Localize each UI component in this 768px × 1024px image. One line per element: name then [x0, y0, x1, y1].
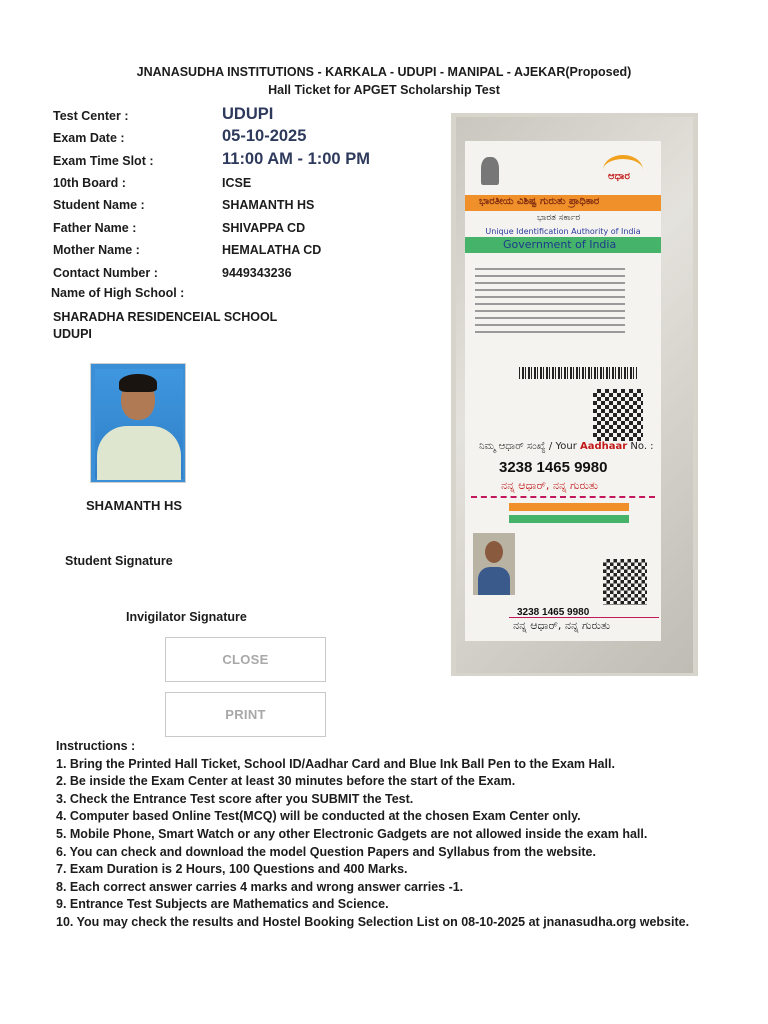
- field-label: Father Name :: [53, 221, 137, 235]
- small-orange-band: [509, 503, 629, 511]
- qr-code-icon: [593, 389, 643, 441]
- instructions: [56, 738, 716, 932]
- field-label: Student Name :: [53, 198, 145, 212]
- field-label: Exam Date :: [53, 131, 125, 145]
- national-emblem-icon: [481, 157, 499, 185]
- instruction-item: 10. You may check the results and Hostel Booking Selection List on 08-10-2025 at jnanasudha.org website.: [56, 914, 690, 929]
- aadhaar-number-small: 3238 1465 9980: [517, 607, 590, 618]
- field-mother-name: [53, 238, 453, 260]
- govt-kannada: ಭಾರತ ಸರ್ಕಾರ: [537, 213, 581, 223]
- field-test-center: [53, 104, 453, 126]
- hall-ticket-header: [0, 64, 768, 99]
- aadhaar-number: 3238 1465 9980: [499, 459, 608, 476]
- institution-title: JNANASUDHA INSTITUTIONS - KARKALA - UDUPI - MANIPAL - AJEKAR(Proposed): [136, 65, 632, 79]
- aadhaar-card: [465, 141, 661, 641]
- qr-code-small-icon: [603, 559, 647, 605]
- instruction-item: 2. Be inside the Exam Center at least 30 minutes before the start of the Exam.: [56, 774, 516, 789]
- instruction-item: 8. Each correct answer carries 4 marks and wrong answer carries -1.: [56, 879, 464, 894]
- student-signature-label: Student Signature: [65, 554, 173, 568]
- orange-band: [465, 195, 661, 211]
- field-value: 05-10-2025: [222, 127, 307, 145]
- field-exam-time-slot: [53, 149, 453, 171]
- aadhaar-tagline: ನನ್ನ ಆಧಾರ್, ನನ್ನ ಗುರುತು: [501, 479, 599, 492]
- instruction-item: 3. Check the Entrance Test score after you SUBMIT the Test.: [56, 791, 414, 806]
- uidai-text: Unique Identification Authority of India: [485, 227, 641, 236]
- field-label: Mother Name :: [53, 243, 140, 257]
- school-name-line2: UDUPI: [53, 327, 92, 341]
- field-label: Contact Number :: [53, 266, 158, 280]
- divider: [509, 617, 659, 618]
- hall-ticket-subtitle: Hall Ticket for APGET Scholarship Test: [268, 82, 500, 97]
- aadhaar-tagline-small: ನನ್ನ ಆಧಾರ್, ನನ್ನ ಗುರುತು: [513, 619, 611, 632]
- aadhaar-logo-text: ಆಧಾರ: [608, 171, 630, 182]
- field-value: SHIVAPPA CD: [222, 221, 306, 235]
- address-block: [475, 263, 625, 353]
- field-label: 10th Board :: [53, 176, 126, 190]
- authority-kannada: ಭಾರತೀಯ ವಿಶಿಷ್ಟ ಗುರುತು ಪ್ರಾಧಿಕಾರ: [479, 196, 600, 207]
- aadhaar-card-image: [451, 113, 698, 676]
- school-label: Name of High School :: [51, 286, 185, 300]
- field-label: Exam Time Slot :: [53, 154, 154, 168]
- field-label: Test Center :: [53, 109, 129, 123]
- print-button[interactable]: PRINT: [165, 692, 326, 737]
- field-value: 11:00 AM - 1:00 PM: [222, 150, 370, 168]
- cut-line: [471, 496, 655, 498]
- barcode: [519, 367, 637, 379]
- instruction-item: 9. Entrance Test Subjects are Mathematics and Science.: [56, 897, 389, 912]
- small-green-band: [509, 515, 629, 523]
- student-photo: [90, 363, 186, 483]
- card-photo: [473, 533, 515, 595]
- instruction-item: 4. Computer based Online Test(MCQ) will be conducted at the chosen Exam Center only.: [56, 809, 581, 824]
- instruction-item: 1. Bring the Printed Hall Ticket, School ID/Aadhar Card and Blue Ink Ball Pen to the Exam Hall.: [56, 756, 615, 771]
- field-contact-number: [53, 261, 453, 283]
- your-aadhaar-no-label: ನಿಮ್ಮ ಆಧಾರ್ ಸಂಖ್ಯೆ / Your Aadhaar No. :: [479, 441, 654, 452]
- govt-english: Government of India: [503, 238, 617, 251]
- instruction-item: 7. Exam Duration is 2 Hours, 100 Questions and 400 Marks.: [56, 862, 408, 877]
- instructions-heading: Instructions :: [56, 739, 136, 753]
- instruction-item: 6. You can check and download the model Question Papers and Syllabus from the website.: [56, 844, 596, 859]
- field-father-name: [53, 216, 453, 238]
- field-value: 9449343236: [222, 266, 292, 280]
- field-value: HEMALATHA CD: [222, 243, 322, 257]
- school-name: [53, 309, 353, 343]
- field-value: SHAMANTH HS: [222, 198, 315, 212]
- photo-student-name: SHAMANTH HS: [86, 498, 183, 513]
- close-button[interactable]: CLOSE: [165, 637, 326, 682]
- instruction-item: 5. Mobile Phone, Smart Watch or any other Electronic Gadgets are not allowed inside the exam hall.: [56, 826, 648, 841]
- field-value: ICSE: [222, 176, 252, 190]
- field-10th-board: [53, 171, 453, 193]
- invigilator-signature-label: Invigilator Signature: [126, 610, 247, 624]
- school-name-line1: SHARADHA RESIDENCEIAL SCHOOL: [53, 310, 278, 324]
- card-sleeve: [456, 117, 693, 673]
- green-band: [465, 237, 661, 253]
- field-student-name: [53, 193, 453, 215]
- field-value: UDUPI: [222, 105, 274, 123]
- field-exam-date: [53, 126, 453, 148]
